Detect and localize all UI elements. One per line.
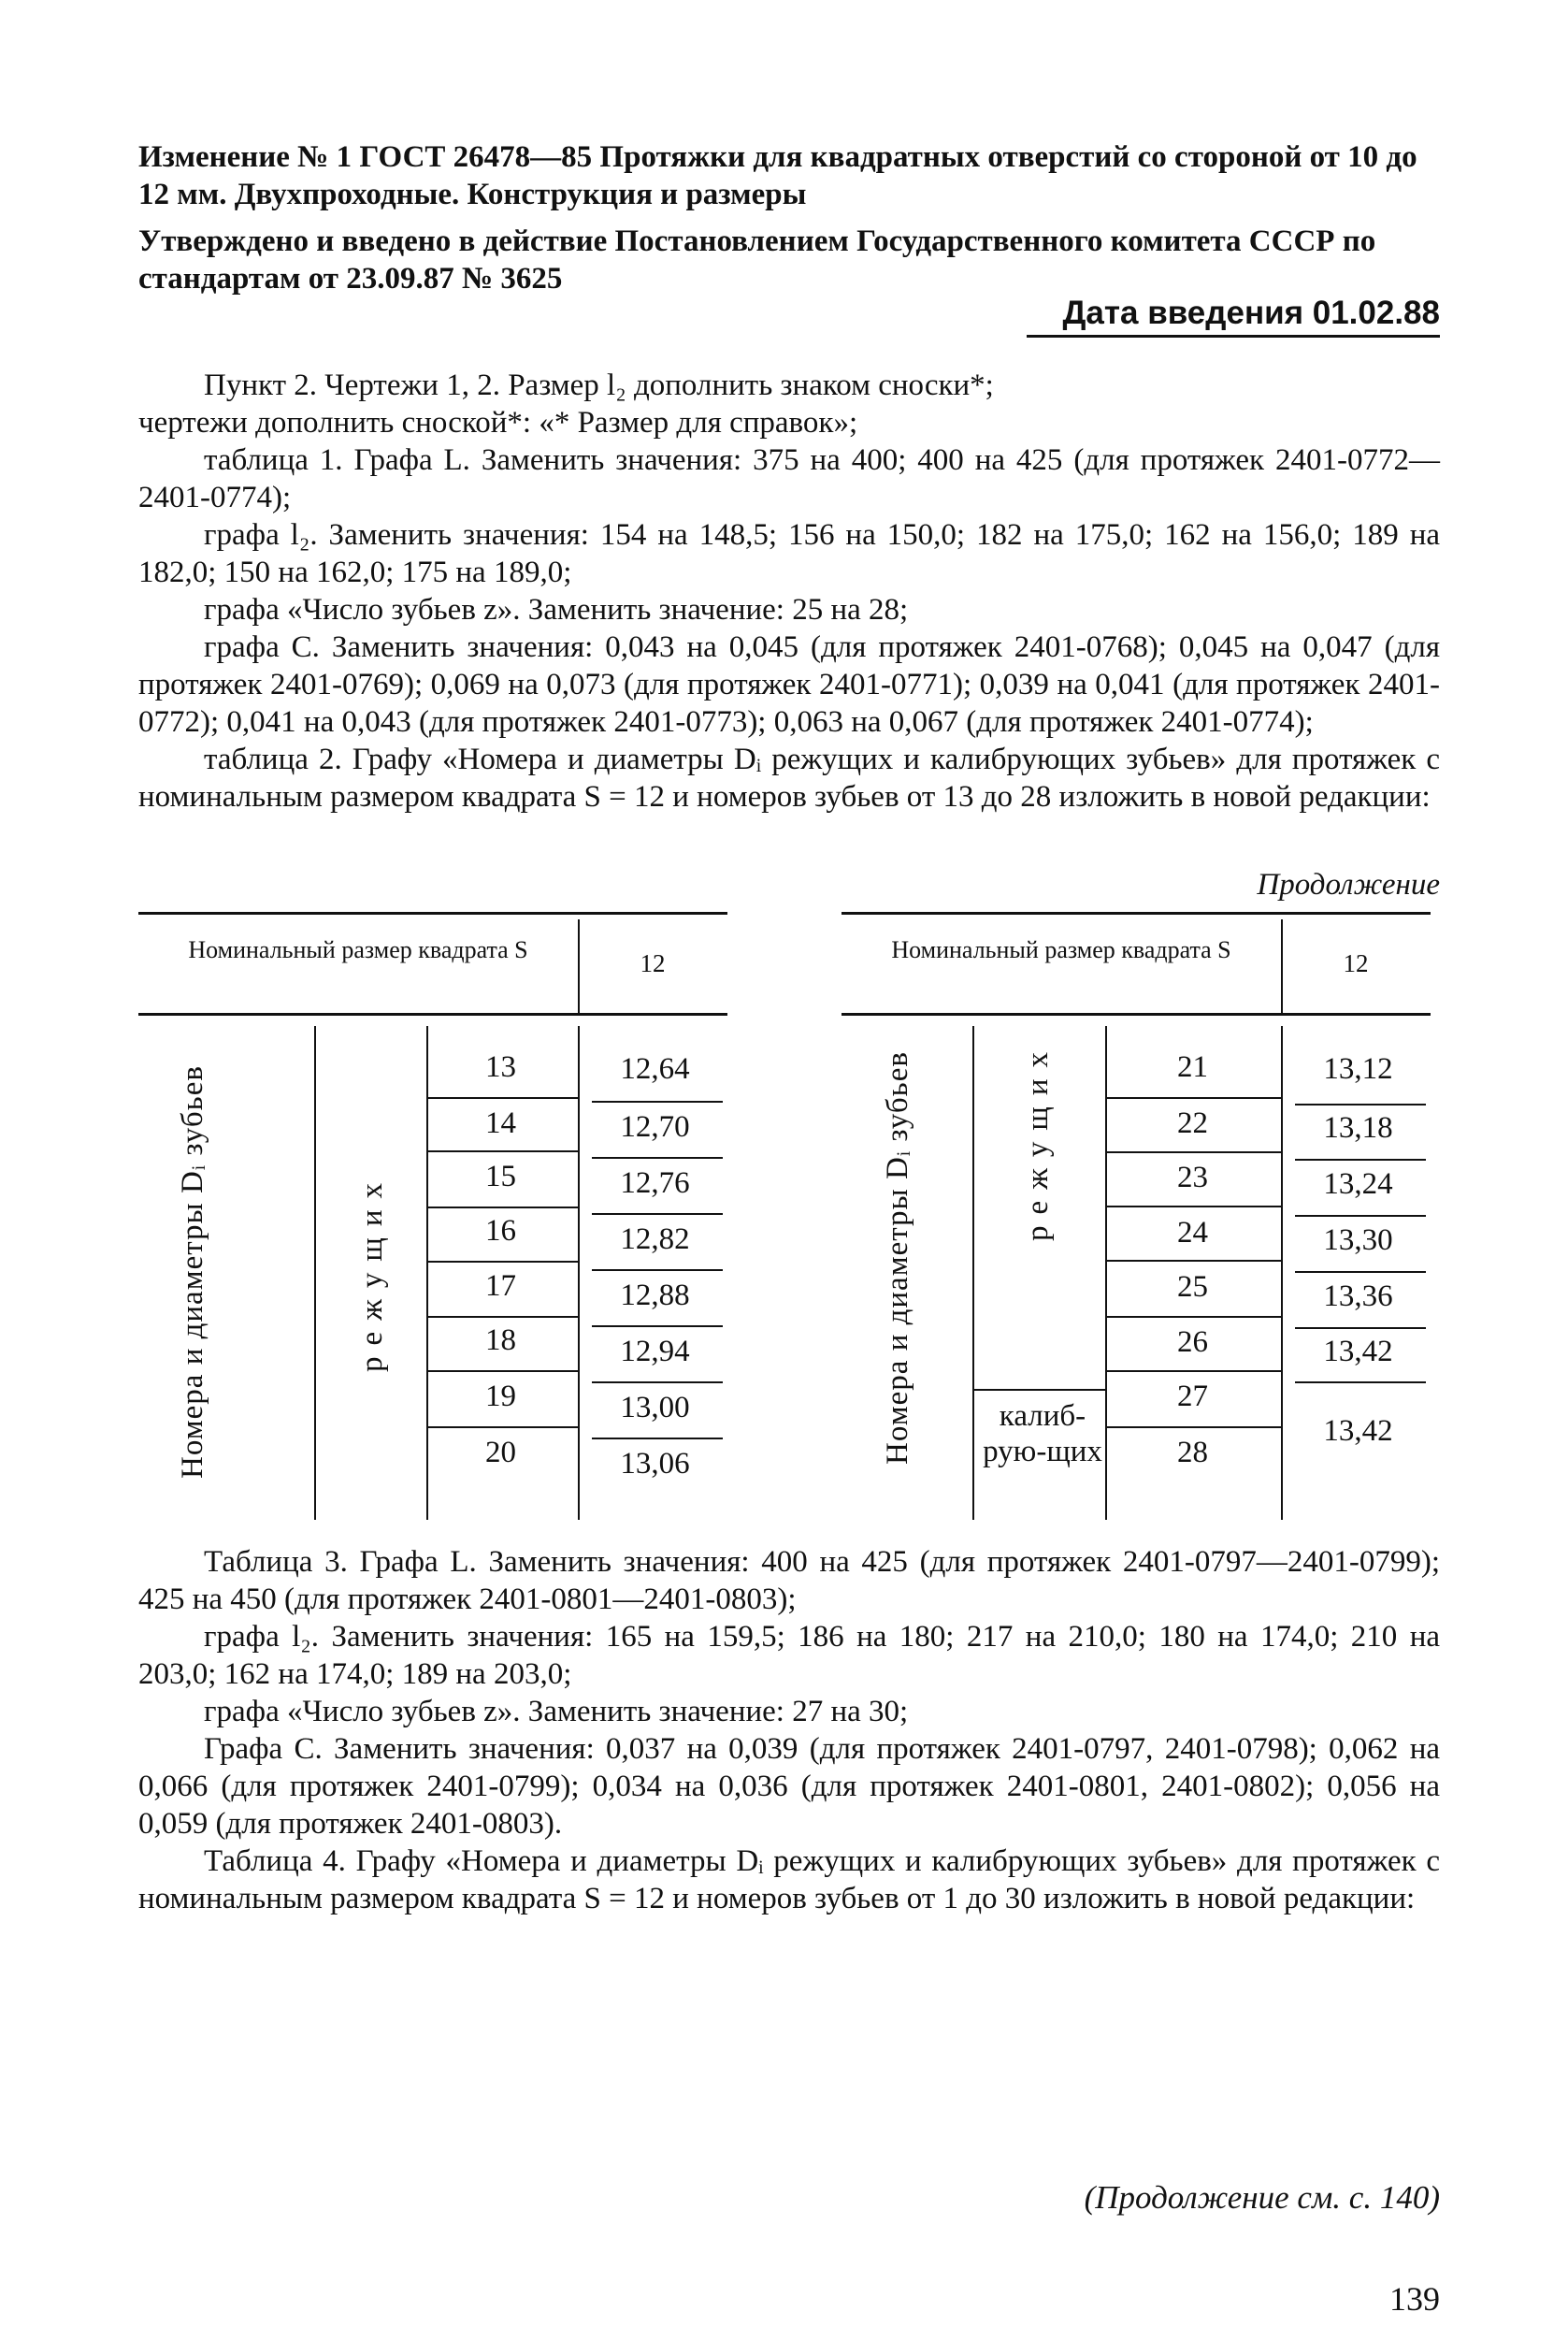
- row-line: [426, 1207, 578, 1208]
- approval-statement: Утверждено и введено в действие Постановлением Государственного комитета СССР по стандартам от 23.09.87 № 3625: [138, 224, 1376, 296]
- row-line: [592, 1325, 723, 1327]
- table-head-rule: [138, 1013, 727, 1016]
- tooth-diameter: 12,88: [620, 1279, 690, 1312]
- paragraph: Графа С. Заменить значения: 0,037 на 0,039 (для протяжек 2401-0797, 2401-0798); 0,062 на 0,066 (для протяжек 2401-0799); 0,034 на 0,036 (для протяжек 2401-0801, 2401-0802); 0,056 на 0,059 (для протяжек 2401-0803).: [138, 1732, 1440, 1841]
- row-line: [1105, 1260, 1281, 1262]
- paragraph: таблица 2. Графу «Номера и диаметры Dᵢ режущих и калибрующих зубьев» для протяжек с номинальным размером квадрата S = 12 и номеров зубьев от 13 до 28 изложить в новой редакции:: [138, 743, 1440, 814]
- tooth-diameter: 12,70: [620, 1110, 690, 1144]
- group-label: Номера и диаметры Dᵢ зубьев: [176, 1065, 209, 1479]
- effective-date: Дата введения 01.02.88: [1062, 295, 1440, 331]
- row-line: [426, 1316, 578, 1318]
- table-head-value: 12: [640, 949, 666, 977]
- tooth-diameter: 13,12: [1323, 1052, 1393, 1086]
- row-line: [592, 1101, 723, 1103]
- paragraph: Таблица 4. Графу «Номера и диаметры Dᵢ режущих и калибрующих зубьев» для протяжек с номинальным размером квадрата S = 12 и номеров зубьев от 1 до 30 изложить в новой редакции:: [138, 1844, 1440, 1915]
- row-line: [1105, 1370, 1281, 1372]
- paragraph: графа «Число зубьев z». Заменить значение: 25 на 28;: [204, 593, 909, 627]
- calib-label: калиб-рую-щих: [983, 1399, 1102, 1468]
- row-line: [426, 1370, 578, 1372]
- tooth-number: 19: [485, 1380, 516, 1413]
- row-line: [1295, 1381, 1426, 1383]
- tooth-diameter: 13,30: [1323, 1223, 1393, 1257]
- row-line: [972, 1389, 1105, 1391]
- body-text-top: [138, 367, 1440, 816]
- date-underline: [1027, 335, 1440, 338]
- tooth-number: 13: [485, 1050, 516, 1084]
- tooth-diameter: 12,64: [620, 1052, 690, 1086]
- row-line: [1105, 1097, 1281, 1099]
- tooth-diameter: 12,82: [620, 1222, 690, 1256]
- body-text-bottom: [138, 1543, 1440, 1917]
- tooth-number: 20: [485, 1436, 516, 1469]
- tooth-number: 15: [485, 1160, 516, 1193]
- table-top-rule: [138, 912, 727, 915]
- paragraph: графа l₂. Заменить значения: 154 на 148,5; 156 на 150,0; 182 на 175,0; 162 на 156,0; 189 на 182,0; 150 на 162,0; 175 на 189,0;: [138, 518, 1440, 589]
- tooth-diameter: 12,76: [620, 1166, 690, 1200]
- table-head-label: Номинальный размер квадрата S: [891, 936, 1231, 963]
- tooth-diameter: 13,00: [620, 1391, 690, 1424]
- tooth-number: 24: [1177, 1216, 1208, 1250]
- tooth-number: 28: [1177, 1436, 1208, 1469]
- row-line: [592, 1157, 723, 1159]
- row-line: [1295, 1327, 1426, 1329]
- tooth-number: 16: [485, 1214, 516, 1248]
- tooth-diameter: 13,18: [1323, 1111, 1393, 1145]
- column-divider: [314, 1026, 316, 1520]
- row-line: [592, 1213, 723, 1215]
- row-line: [426, 1097, 578, 1099]
- column-divider: [426, 1026, 428, 1520]
- paragraph: чертежи дополнить сноской*: «* Размер для справок»;: [138, 406, 858, 440]
- tooth-number: 22: [1177, 1106, 1208, 1140]
- tooth-diameter: 12,94: [620, 1335, 690, 1368]
- tooth-number: 18: [485, 1323, 516, 1357]
- paragraph: Пункт 2. Чертежи 1, 2. Размер l₂ дополнить знаком сноски*;: [204, 368, 994, 402]
- row-line: [1295, 1271, 1426, 1273]
- row-line: [1295, 1159, 1426, 1161]
- tooth-number: 27: [1177, 1380, 1208, 1413]
- table-head-label: Номинальный размер квадрата S: [188, 936, 528, 963]
- row-line: [592, 1438, 723, 1439]
- row-line: [592, 1269, 723, 1271]
- column-divider: [1281, 1026, 1283, 1520]
- paragraph: графа «Число зубьев z». Заменить значение: 27 на 30;: [204, 1695, 909, 1728]
- row-line: [1105, 1426, 1281, 1428]
- teeth-table-right: [842, 912, 1431, 1520]
- table-top-rule: [842, 912, 1431, 915]
- row-line: [1105, 1206, 1281, 1207]
- row-line: [1105, 1316, 1281, 1318]
- column-divider: [578, 1026, 580, 1520]
- row-line: [1295, 1215, 1426, 1217]
- tooth-number: 21: [1177, 1050, 1208, 1084]
- sub-label: режущих: [355, 1171, 389, 1373]
- row-line: [426, 1426, 578, 1428]
- tooth-diameter: 13,36: [1323, 1279, 1393, 1313]
- row-line: [1105, 1151, 1281, 1153]
- paragraph: Таблица 3. Графа L. Заменить значения: 400 на 425 (для протяжек 2401-0797—2401-0799); 425 на 450 (для протяжек 2401-0801—2401-0803);: [138, 1545, 1440, 1616]
- continuation-label: Продолжение: [1257, 868, 1440, 902]
- tooth-number: 25: [1177, 1270, 1208, 1304]
- row-line: [426, 1261, 578, 1263]
- tooth-diameter: 13,42: [1323, 1414, 1393, 1448]
- row-line: [426, 1150, 578, 1152]
- continuation-note: (Продолжение см. с. 140): [1084, 2179, 1440, 2216]
- tooth-number: 23: [1177, 1161, 1208, 1194]
- tooth-diameter: 13,42: [1323, 1335, 1393, 1368]
- sub-label: режущих: [1021, 1040, 1055, 1242]
- column-divider: [1105, 1026, 1107, 1520]
- amendment-title: Изменение № 1 ГОСТ 26478—85 Протяжки для квадратных отверстий со стороной от 10 до 12 мм. Двухпроходные. Конструкция и размеры: [138, 140, 1417, 211]
- tooth-number: 17: [485, 1269, 516, 1303]
- tooth-number: 14: [485, 1106, 516, 1140]
- tooth-diameter: 13,24: [1323, 1167, 1393, 1201]
- row-line: [592, 1381, 723, 1383]
- paragraph: таблица 1. Графа L. Заменить значения: 375 на 400; 400 на 425 (для протяжек 2401-0772—2401-0774);: [138, 443, 1440, 514]
- group-label: Номера и диаметры Dᵢ зубьев: [881, 1051, 914, 1465]
- tooth-diameter: 13,06: [620, 1447, 690, 1481]
- row-line: [1295, 1104, 1426, 1105]
- paragraph: графа С. Заменить значения: 0,043 на 0,045 (для протяжек 2401-0768); 0,045 на 0,047 (для протяжек 2401-0769); 0,069 на 0,073 (для протяжек 2401-0771); 0,039 на 0,041 (для протяжек 2401-0772); 0,041 на 0,043 (для протяжек 2401-0773); 0,063 на 0,067 (для протяжек 2401-0774);: [138, 630, 1440, 739]
- table-head-rule: [842, 1013, 1431, 1016]
- tooth-number: 26: [1177, 1325, 1208, 1359]
- paragraph: графа l₂. Заменить значения: 165 на 159,5; 186 на 180; 217 на 210,0; 180 на 174,0; 210 на 203,0; 162 на 174,0; 189 на 203,0;: [138, 1620, 1440, 1691]
- page-number: 139: [1389, 2280, 1440, 2318]
- teeth-table-left: [138, 912, 727, 1520]
- table-head-value: 12: [1343, 949, 1369, 977]
